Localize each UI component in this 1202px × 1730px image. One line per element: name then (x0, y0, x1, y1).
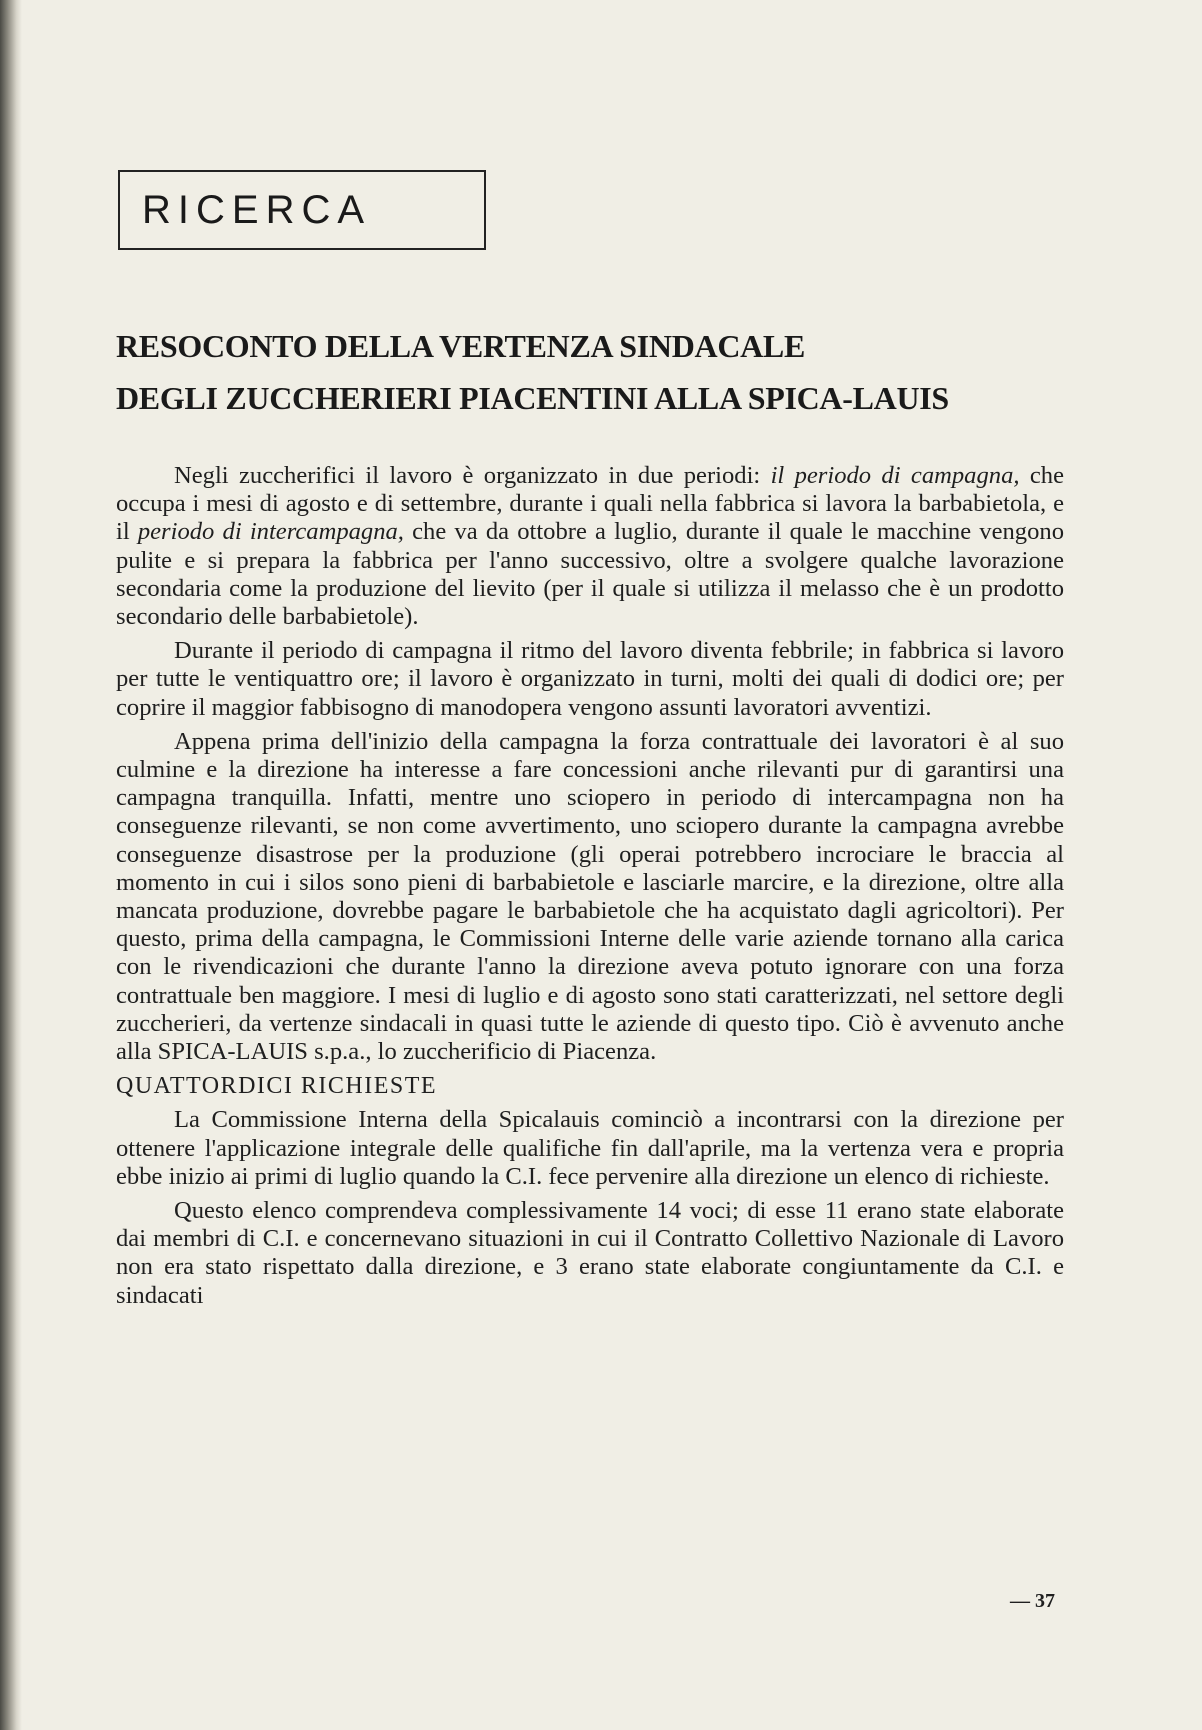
paragraph-4: La Commissione Interna della Spicalauis cominciò a incontrarsi con la direzione per ottenere l'applicazione integrale delle qualifiche fin dall'aprile, ma la vertenza vera e propria ebbe inizio ai primi di luglio quando la C.I. fece pervenire alla direzione un elenco di richieste. (116, 1106, 1064, 1190)
paragraph-1 (116, 462, 1064, 631)
paragraph-5: Questo elenco comprendeva complessivamente 14 voci; di esse 11 erano state elaborate dai membri di C.I. e concernevano situazioni in cui il Contratto Collettivo Nazionale di Lavoro non era stato rispettato dalla direzione, e 3 erano state elaborate congiuntamente da C.I. e sindacati (116, 1197, 1064, 1309)
page-number: — 37 (1010, 1590, 1055, 1612)
headline-line-2: DEGLI ZUCCHERIERI PIACENTINI ALLA SPICA-LAUIS (116, 380, 949, 416)
section-label-box (118, 170, 486, 250)
paragraph-1-italic-b: il periodo di campagna, (770, 462, 1020, 489)
section-label: RICERCA (142, 188, 372, 232)
paragraph-2: Durante il periodo di campagna il ritmo del lavoro diventa febbrile; in fabbrica si lavoro per tutte le ventiquattro ore; il lavoro è organizzato in turni, molti dei quali di dodici ore; per coprire il maggior fabbisogno di manodopera vengono assunti lavoratori avventizi. (116, 637, 1064, 721)
article-headline (116, 320, 1076, 424)
paragraph-1-italic-d: periodo di intercampagna, (137, 518, 404, 546)
paragraph-3: Appena prima dell'inizio della campagna la forza contrattuale dei lavoratori è al suo culmine e la direzione ha interesse a fare concessioni anche rilevanti pur di garantirsi una campagna tranquilla. Infatti, mentre uno sciopero in periodo di intercampagna non ha conseguenze rilevanti, se non come avvertimento, uno sciopero durante la campagna avrebbe conseguenze disastrose per la produzione (gli operai potrebbero incrociare le braccia al momento in cui i silos sono pieni di barbabietole e lasciarle marcire, e la direzione, oltre alla mancata produzione, dovrebbe pagare le barbabietole che ha acquistato dagli agricoltori). Per questo, prima della campagna, le Commissioni Interne delle varie aziende tornano alla carica con le rivendicazioni che durante l'anno la direzione aveva potuto ignorare con una forza contrattuale ben maggiore. I mesi di luglio e di agosto sono stati caratterizzati, nel settore degli zuccherieri, da vertenze sindacali in quasi tutte le aziende di questo tipo. Ciò è avvenuto anche alla SPICA-LAUIS s.p.a., lo zuccherificio di Piacenza. (116, 727, 1064, 1066)
headline-line-1: RESOCONTO DELLA VERTENZA SINDACALE (116, 328, 806, 364)
article-body (116, 462, 1064, 1310)
subheading: QUATTORDICI RICHIESTE (116, 1073, 438, 1100)
paragraph-1-text-e: che va da ottobre a luglio, durante il quale le macchine vengono pulite e si prepara la fabbrica per l'anno successivo, oltre a svolgere qualche lavorazione secondaria come la produzione del lievito (per il quale si utilizza il melasso che è un prodotto secondario delle barbabietole). (116, 518, 1064, 631)
paragraph-1-text-a: Negli zuccherifici il lavoro è organizzato in due periodi: (174, 462, 771, 489)
paragraph-1-text-c: che occupa i mesi di agosto e di settembre, durante i quali nella fabbrica si lavora la barbabietola, e il (116, 462, 1064, 546)
